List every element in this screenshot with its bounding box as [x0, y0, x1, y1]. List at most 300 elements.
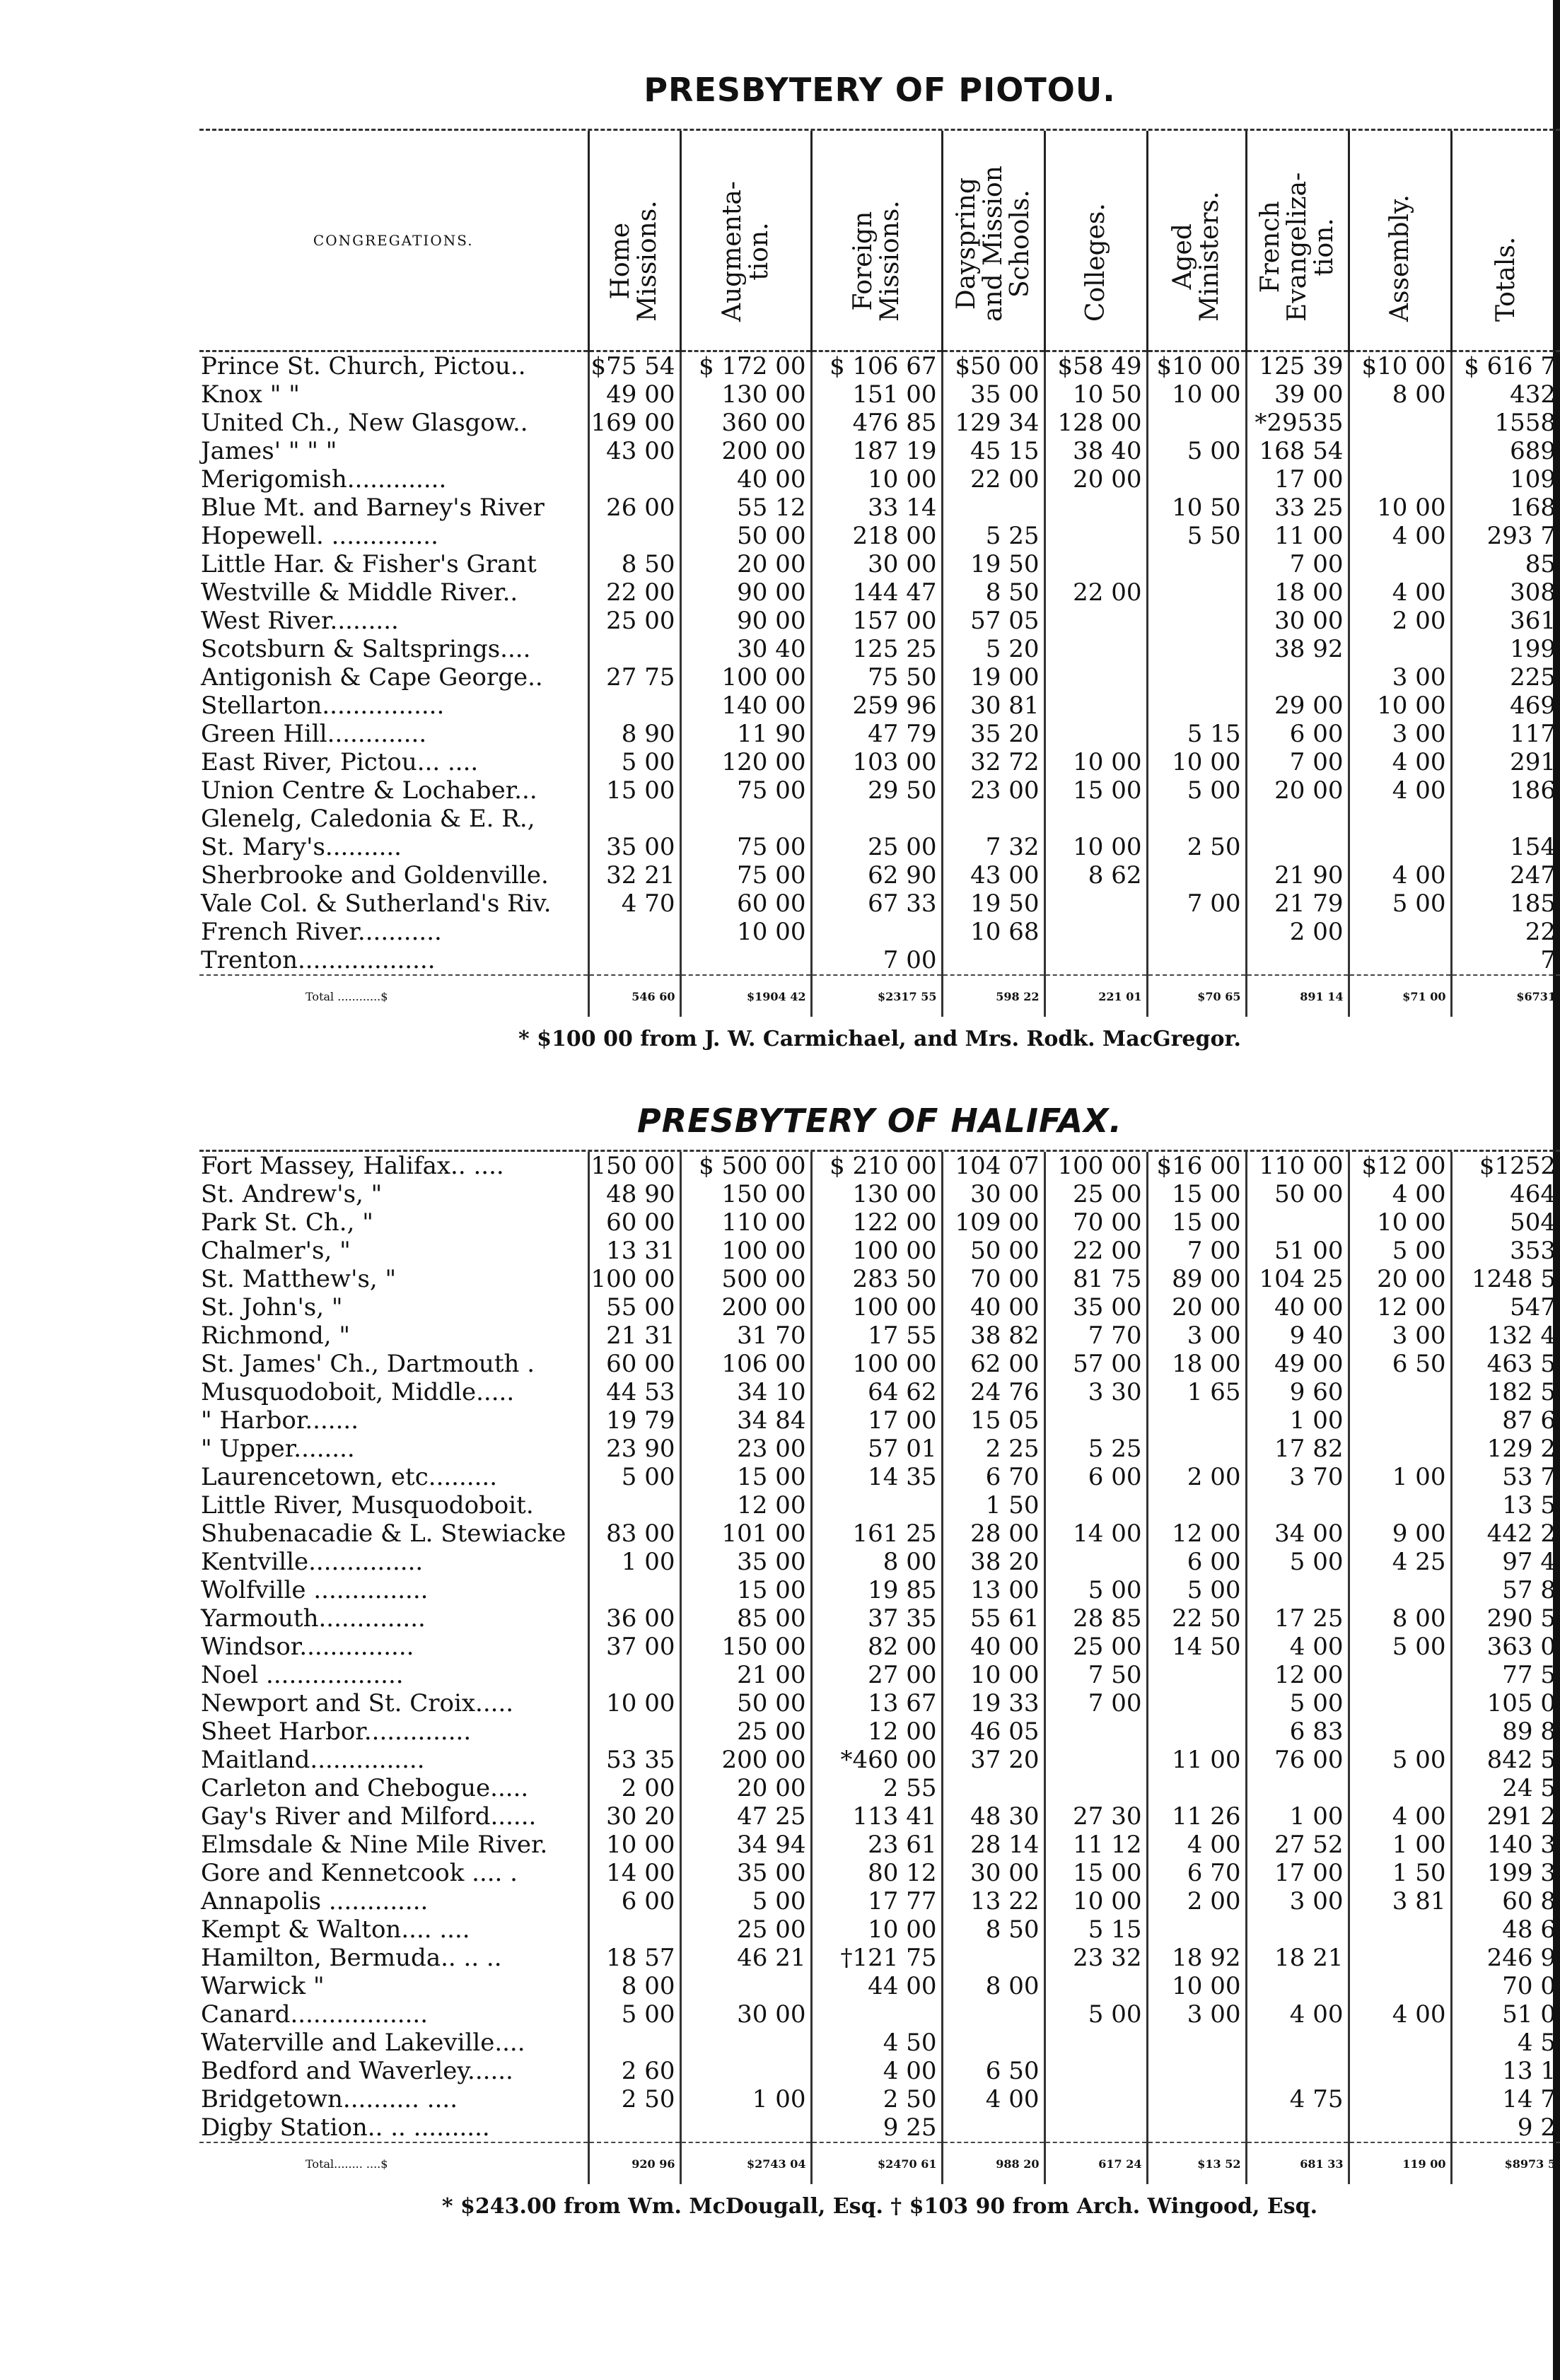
amount-cell: 842 5 — [1451, 1746, 1560, 1774]
amount-cell: 5 00 — [1349, 889, 1451, 918]
amount-cell: 40 00 — [1246, 1293, 1349, 1322]
amount-cell: 15 00 — [1044, 1859, 1147, 1887]
congregation-name: " Upper........ — [201, 1435, 355, 1463]
amount-cell: 55 00 — [588, 1293, 680, 1322]
amount-cell: 24 76 — [942, 1378, 1044, 1406]
amount-cell: 1 00 — [1246, 1802, 1349, 1831]
amount-cell: 26 00 — [588, 494, 680, 522]
amount-cell: 46 21 — [680, 1944, 811, 1972]
amount-cell: 89 00 — [1147, 1265, 1246, 1293]
amount-cell: 5 00 — [1349, 1237, 1451, 1265]
amount-cell: 37 35 — [811, 1604, 942, 1633]
amount-cell: 83 00 — [588, 1519, 680, 1548]
amount-cell — [1246, 946, 1349, 975]
congregation-name: Bedford and Waverley...... — [201, 2057, 513, 2085]
congregation-name: Union Centre & Lochaber... — [201, 776, 537, 805]
congregation-name: Wolfville ............... — [201, 1576, 429, 1604]
congregation-name: Waterville and Lakeville.... — [201, 2029, 525, 2057]
amount-cell — [1147, 550, 1246, 578]
total-label: Total........ ....$ — [199, 2142, 588, 2184]
amount-cell: 82 00 — [811, 1633, 942, 1661]
congregation-name: Antigonish & Cape George.. — [201, 663, 543, 692]
amount-cell — [811, 805, 942, 833]
congregation-name: French River........... — [201, 918, 442, 946]
amount-cell: 9 2 — [1451, 2113, 1560, 2142]
amount-cell: 35 00 — [680, 1548, 811, 1576]
table-row — [199, 465, 1560, 494]
amount-cell: 10 00 — [1044, 748, 1147, 776]
amount-cell: $16 00 — [1147, 1152, 1246, 1180]
amount-cell: 1248 5 — [1451, 1265, 1560, 1293]
amount-cell: 3 00 — [1246, 1887, 1349, 1915]
amount-cell: 8 62 — [1044, 861, 1147, 889]
amount-cell: 130 00 — [680, 380, 811, 409]
amount-cell — [1044, 1774, 1147, 1802]
amount-cell — [942, 2029, 1044, 2057]
amount-cell: 1 00 — [1349, 1463, 1451, 1491]
congregation-name: Knox " " — [201, 380, 300, 409]
amount-cell — [942, 1774, 1044, 1802]
table-row — [199, 1406, 1560, 1435]
amount-cell: 25 00 — [1044, 1633, 1147, 1661]
table-row — [199, 1350, 1560, 1378]
amount-cell: 4 75 — [1246, 2085, 1349, 2113]
amount-cell — [1147, 946, 1246, 975]
amount-cell: 21 31 — [588, 1322, 680, 1350]
amount-cell: 2 50 — [588, 2085, 680, 2113]
amount-cell: 129 2 — [1451, 1435, 1560, 1463]
amount-cell — [1044, 522, 1147, 550]
halifax-section — [199, 1102, 1560, 2219]
amount-cell: 14 50 — [1147, 1633, 1246, 1661]
amount-cell: $ 106 67 — [811, 351, 942, 381]
amount-cell: 4 25 — [1349, 1548, 1451, 1576]
amount-cell — [1044, 889, 1147, 918]
total-amount: 119 00 — [1349, 2142, 1451, 2184]
amount-cell — [1044, 692, 1147, 720]
amount-cell: 161 25 — [811, 1519, 942, 1548]
amount-cell: 100 00 — [811, 1237, 942, 1265]
total-amount: $6731 — [1451, 975, 1560, 1017]
total-amount: 681 33 — [1246, 2142, 1349, 2184]
amount-cell — [1349, 1661, 1451, 1689]
pictou-header-assembly: Assembly. — [1349, 131, 1451, 351]
amount-cell: 10 00 — [942, 1661, 1044, 1689]
amount-cell: 2 00 — [1147, 1463, 1246, 1491]
amount-cell: 132 4 — [1451, 1322, 1560, 1350]
table-row — [199, 522, 1560, 550]
amount-cell: 85 00 — [680, 1604, 811, 1633]
amount-cell: 10 00 — [588, 1831, 680, 1859]
pictou-section — [199, 71, 1560, 1051]
amount-cell: 106 00 — [680, 1350, 811, 1378]
congregation-name: James' " " " — [201, 437, 337, 465]
amount-cell: 12 00 — [811, 1717, 942, 1746]
amount-cell: 75 50 — [811, 663, 942, 692]
amount-cell: 5 15 — [1147, 720, 1246, 748]
amount-cell: 62 90 — [811, 861, 942, 889]
amount-cell: 10 00 — [1349, 1208, 1451, 1237]
amount-cell — [1044, 1491, 1147, 1519]
amount-cell: 67 33 — [811, 889, 942, 918]
amount-cell: 185 — [1451, 889, 1560, 918]
amount-cell — [1349, 918, 1451, 946]
table-row — [199, 578, 1560, 607]
amount-cell — [942, 805, 1044, 833]
amount-cell: 23 00 — [942, 776, 1044, 805]
amount-cell: 5 00 — [588, 748, 680, 776]
amount-cell: 6 00 — [1246, 720, 1349, 748]
amount-cell: 21 90 — [1246, 861, 1349, 889]
amount-cell: 19 33 — [942, 1689, 1044, 1717]
amount-cell — [588, 522, 680, 550]
amount-cell: 30 81 — [942, 692, 1044, 720]
amount-cell: 4 00 — [1349, 861, 1451, 889]
amount-cell: 187 19 — [811, 437, 942, 465]
amount-cell: 27 00 — [811, 1661, 942, 1689]
amount-cell: 129 34 — [942, 409, 1044, 437]
amount-cell: 104 25 — [1246, 1265, 1349, 1293]
amount-cell: 5 25 — [942, 522, 1044, 550]
amount-cell: 200 00 — [680, 437, 811, 465]
amount-cell — [1147, 465, 1246, 494]
table-row — [199, 1746, 1560, 1774]
amount-cell: 28 14 — [942, 1831, 1044, 1859]
amount-cell: 34 84 — [680, 1406, 811, 1435]
amount-cell — [1349, 1717, 1451, 1746]
amount-cell: 5 00 — [588, 2000, 680, 2029]
amount-cell: 11 12 — [1044, 1831, 1147, 1859]
amount-cell: 5 20 — [942, 635, 1044, 663]
amount-cell: 70 00 — [942, 1265, 1044, 1293]
amount-cell: 3 00 — [1147, 1322, 1246, 1350]
amount-cell: 469 — [1451, 692, 1560, 720]
amount-cell: 5 15 — [1044, 1915, 1147, 1944]
table-row — [199, 437, 1560, 465]
amount-cell: 60 8 — [1451, 1887, 1560, 1915]
amount-cell: 19 00 — [942, 663, 1044, 692]
table-row — [199, 1180, 1560, 1208]
amount-cell: 70 00 — [1044, 1208, 1147, 1237]
amount-cell: 117 — [1451, 720, 1560, 748]
amount-cell: 51 00 — [1246, 1237, 1349, 1265]
amount-cell: $ 616 7 — [1451, 351, 1560, 381]
amount-cell: 120 00 — [680, 748, 811, 776]
amount-cell: 109 00 — [942, 1208, 1044, 1237]
amount-cell: 47 79 — [811, 720, 942, 748]
amount-cell: 8 00 — [1349, 1604, 1451, 1633]
amount-cell: 40 00 — [942, 1633, 1044, 1661]
congregation-name: Glenelg, Caledonia & E. R., — [201, 805, 535, 833]
congregation-name: Kentville............... — [201, 1548, 424, 1576]
table-row — [199, 380, 1560, 409]
total-amount: $2470 61 — [811, 2142, 942, 2184]
amount-cell: 77 5 — [1451, 1661, 1560, 1689]
table-row — [199, 1689, 1560, 1717]
amount-cell: 11 00 — [1246, 522, 1349, 550]
table-row — [199, 1774, 1560, 1802]
amount-cell: 3 00 — [1147, 2000, 1246, 2029]
congregation-name: Warwick " — [201, 1972, 325, 2000]
amount-cell — [1044, 918, 1147, 946]
table-row — [199, 351, 1560, 381]
amount-cell — [1349, 409, 1451, 437]
amount-cell: 4 00 — [1349, 2000, 1451, 2029]
amount-cell: *460 00 — [811, 1746, 942, 1774]
table-row — [199, 776, 1560, 805]
total-label: Total ............$ — [199, 975, 588, 1017]
congregation-name: Westville & Middle River.. — [201, 578, 518, 607]
amount-cell: 1 00 — [680, 2085, 811, 2113]
halifax-title: PRESBYTERY OF HALIFAX. — [637, 1102, 1122, 1140]
amount-cell: 60 00 — [588, 1208, 680, 1237]
amount-cell: 8 50 — [588, 550, 680, 578]
amount-cell: 105 0 — [1451, 1689, 1560, 1717]
amount-cell: 33 14 — [811, 494, 942, 522]
amount-cell: 7 70 — [1044, 1322, 1147, 1350]
amount-cell: 12 00 — [1147, 1519, 1246, 1548]
amount-cell: 17 77 — [811, 1887, 942, 1915]
congregation-name: Maitland............... — [201, 1746, 425, 1774]
amount-cell: 13 00 — [942, 1576, 1044, 1604]
amount-cell: 2 00 — [1349, 607, 1451, 635]
amount-cell: 29 50 — [811, 776, 942, 805]
table-row — [199, 692, 1560, 720]
amount-cell — [1349, 946, 1451, 975]
amount-cell: 25 00 — [680, 1717, 811, 1746]
amount-cell — [588, 946, 680, 975]
amount-cell — [811, 1491, 942, 1519]
amount-cell: 10 00 — [1147, 748, 1246, 776]
amount-cell: 218 00 — [811, 522, 942, 550]
amount-cell: 23 90 — [588, 1435, 680, 1463]
amount-cell: 97 4 — [1451, 1548, 1560, 1576]
amount-cell: 15 00 — [1147, 1180, 1246, 1208]
amount-cell: 89 8 — [1451, 1717, 1560, 1746]
amount-cell — [1044, 663, 1147, 692]
amount-cell — [1349, 1774, 1451, 1802]
amount-cell: 100 00 — [588, 1265, 680, 1293]
amount-cell: 11 00 — [1147, 1746, 1246, 1774]
amount-cell — [1246, 1915, 1349, 1944]
amount-cell: 33 25 — [1246, 494, 1349, 522]
congregation-name: Prince St. Church, Pictou.. — [201, 352, 526, 380]
table-row — [199, 1661, 1560, 1689]
amount-cell — [1147, 1435, 1246, 1463]
amount-cell — [1246, 2057, 1349, 2085]
amount-cell: 1 00 — [1349, 1831, 1451, 1859]
amount-cell: 3 00 — [1349, 720, 1451, 748]
amount-cell — [1349, 1491, 1451, 1519]
amount-cell: 150 00 — [680, 1180, 811, 1208]
amount-cell — [1044, 2113, 1147, 2142]
amount-cell: 125 25 — [811, 635, 942, 663]
amount-cell: 43 00 — [942, 861, 1044, 889]
amount-cell: $ 500 00 — [680, 1152, 811, 1180]
amount-cell: 182 5 — [1451, 1378, 1560, 1406]
amount-cell: 100 00 — [811, 1293, 942, 1322]
pictou-table — [199, 131, 1560, 1017]
amount-cell: 4 00 — [1349, 1180, 1451, 1208]
table-row — [199, 1293, 1560, 1322]
amount-cell: 1 00 — [588, 1548, 680, 1576]
congregation-name: Sherbrooke and Goldenville. — [201, 861, 549, 889]
amount-cell: 144 47 — [811, 578, 942, 607]
pictou-footnote: * $100 00 from J. W. Carmichael, and Mrs. Rodk. MacGregor. — [518, 1027, 1241, 1051]
amount-cell: 2 50 — [811, 2085, 942, 2113]
amount-cell: 24 5 — [1451, 1774, 1560, 1802]
amount-cell — [1349, 465, 1451, 494]
amount-cell: 10 00 — [811, 465, 942, 494]
amount-cell — [1044, 494, 1147, 522]
amount-cell: 45 15 — [942, 437, 1044, 465]
pictou-header-congregations: CONGREGATIONS. — [313, 232, 474, 249]
amount-cell: 90 00 — [680, 578, 811, 607]
table-row — [199, 1519, 1560, 1548]
amount-cell: 4 70 — [588, 889, 680, 918]
amount-cell: 1558 — [1451, 409, 1560, 437]
total-amount: $1904 42 — [680, 975, 811, 1017]
total-amount: $8973 5 — [1451, 2142, 1560, 2184]
amount-cell: 10 00 — [1044, 1887, 1147, 1915]
amount-cell: 1 65 — [1147, 1378, 1246, 1406]
amount-cell: 10 00 — [811, 1915, 942, 1944]
amount-cell: 110 00 — [680, 1208, 811, 1237]
amount-cell: 75 00 — [680, 861, 811, 889]
amount-cell: 7 32 — [942, 833, 1044, 861]
amount-cell: 3 81 — [1349, 1887, 1451, 1915]
amount-cell: 13 67 — [811, 1689, 942, 1717]
amount-cell — [1044, 1746, 1147, 1774]
amount-cell: 70 0 — [1451, 1972, 1560, 2000]
amount-cell: 50 00 — [1246, 1180, 1349, 1208]
amount-cell: 3 70 — [1246, 1463, 1349, 1491]
amount-cell: 2 50 — [1147, 833, 1246, 861]
amount-cell: 17 00 — [811, 1406, 942, 1435]
amount-cell: 6 00 — [588, 1887, 680, 1915]
amount-cell: 9 40 — [1246, 1322, 1349, 1350]
amount-cell: $58 49 — [1044, 351, 1147, 381]
total-amount: 891 14 — [1246, 975, 1349, 1017]
amount-cell: 432 — [1451, 380, 1560, 409]
amount-cell — [1147, 1406, 1246, 1435]
amount-cell: 51 0 — [1451, 2000, 1560, 2029]
amount-cell: 5 00 — [1044, 1576, 1147, 1604]
amount-cell — [1349, 2113, 1451, 2142]
amount-cell: 7 00 — [1044, 1689, 1147, 1717]
table-row — [199, 1265, 1560, 1293]
amount-cell: 2 00 — [1246, 918, 1349, 946]
amount-cell — [1246, 833, 1349, 861]
amount-cell — [1147, 2113, 1246, 2142]
amount-cell: 38 40 — [1044, 437, 1147, 465]
amount-cell: 109 — [1451, 465, 1560, 494]
table-row — [199, 550, 1560, 578]
congregation-name: " Harbor....... — [201, 1406, 359, 1435]
pictou-header-augmentation: Augmenta- tion. — [680, 131, 811, 351]
amount-cell: 8 50 — [942, 1915, 1044, 1944]
amount-cell: 43 00 — [588, 437, 680, 465]
congregation-name: Green Hill............. — [201, 720, 427, 748]
amount-cell: 30 40 — [680, 635, 811, 663]
amount-cell: 10 00 — [1349, 692, 1451, 720]
amount-cell: *29535 — [1246, 409, 1349, 437]
halifax-total-row — [199, 2142, 1560, 2184]
table-row — [199, 1152, 1560, 1180]
amount-cell — [1349, 1689, 1451, 1717]
amount-cell: 60 00 — [588, 1350, 680, 1378]
congregation-name: Blue Mt. and Barney's River — [201, 494, 545, 522]
table-row — [199, 1463, 1560, 1491]
amount-cell: 140 3 — [1451, 1831, 1560, 1859]
amount-cell: 360 00 — [680, 409, 811, 437]
amount-cell: 110 00 — [1246, 1152, 1349, 1180]
amount-cell: 5 00 — [1246, 1689, 1349, 1717]
amount-cell — [811, 2000, 942, 2029]
amount-cell — [1044, 607, 1147, 635]
amount-cell: 15 00 — [680, 1576, 811, 1604]
amount-cell — [1044, 1406, 1147, 1435]
total-amount: 617 24 — [1044, 2142, 1147, 2184]
amount-cell: 9 60 — [1246, 1378, 1349, 1406]
amount-cell: 35 20 — [942, 720, 1044, 748]
amount-cell: 6 50 — [942, 2057, 1044, 2085]
amount-cell: 29 00 — [1246, 692, 1349, 720]
table-row — [199, 1208, 1560, 1237]
amount-cell — [1246, 663, 1349, 692]
amount-cell: 247 — [1451, 861, 1560, 889]
pictou-header-totals: Totals. — [1451, 131, 1560, 351]
amount-cell — [942, 2113, 1044, 2142]
amount-cell — [588, 1491, 680, 1519]
amount-cell: 37 20 — [942, 1746, 1044, 1774]
amount-cell: 10 00 — [588, 1689, 680, 1717]
table-row — [199, 1322, 1560, 1350]
amount-cell: 442 2 — [1451, 1519, 1560, 1548]
amount-cell: 140 00 — [680, 692, 811, 720]
amount-cell: $12 00 — [1349, 1152, 1451, 1180]
amount-cell — [1147, 1661, 1246, 1689]
amount-cell: 17 00 — [1246, 1859, 1349, 1887]
amount-cell — [1147, 1774, 1246, 1802]
amount-cell: 291 — [1451, 748, 1560, 776]
amount-cell: 53 35 — [588, 1746, 680, 1774]
amount-cell: 200 00 — [680, 1746, 811, 1774]
amount-cell: 81 75 — [1044, 1265, 1147, 1293]
amount-cell — [1147, 578, 1246, 607]
amount-cell: 150 00 — [588, 1152, 680, 1180]
amount-cell: 113 41 — [811, 1802, 942, 1831]
amount-cell: 17 82 — [1246, 1435, 1349, 1463]
amount-cell: 38 20 — [942, 1548, 1044, 1576]
total-amount: 988 20 — [942, 2142, 1044, 2184]
amount-cell: 31 70 — [680, 1322, 811, 1350]
amount-cell: 75 00 — [680, 833, 811, 861]
amount-cell: 4 00 — [1349, 522, 1451, 550]
amount-cell: 8 00 — [942, 1972, 1044, 2000]
amount-cell: 4 00 — [1147, 1831, 1246, 1859]
table-row — [199, 918, 1560, 946]
amount-cell: 5 00 — [1147, 776, 1246, 805]
amount-cell — [1246, 2029, 1349, 2057]
table-row — [199, 1548, 1560, 1576]
amount-cell: 168 — [1451, 494, 1560, 522]
amount-cell: 15 00 — [680, 1463, 811, 1491]
amount-cell: 5 25 — [1044, 1435, 1147, 1463]
amount-cell — [1246, 2113, 1349, 2142]
amount-cell: 20 00 — [1349, 1265, 1451, 1293]
amount-cell: 5 00 — [588, 1463, 680, 1491]
